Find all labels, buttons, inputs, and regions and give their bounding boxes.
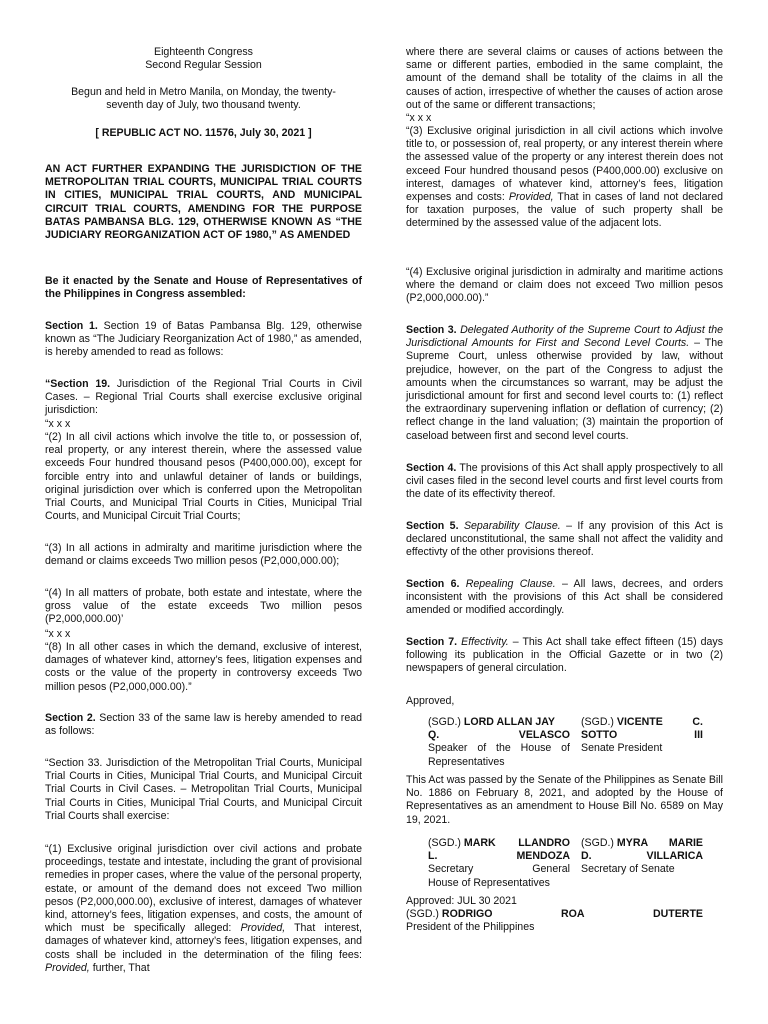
section-19-text: Jurisdiction of the Regional Trial Courts in Civil Cases. – Regional Trial Courts shall exercise exclusive original jurisdiction:	[45, 378, 363, 417]
section-33-item-1: “(1) Exclusive original jurisdiction over civil actions and probate proceedings, testate and intestate, including the grant of provisional remedies in proper cases, where the value of the personal property, estate, or amount of the demand does not exceed Two million pesos (P2,000,000.00), exclusive of interest, damages of whatever kind, attorney’s fees, litigation expenses, and costs, the amount of which must be specifically alleged: Provided, That interest, damages of whatever kind, attorney’s fees, litigation expenses, and costs shall be included in the determination of the filing fees: Provided, further, That	[45, 843, 363, 974]
enacting-clause: Be it enacted by the Senate and House of Representatives of the Philippines in Congress assembled:	[45, 275, 362, 301]
section-6-heading: Section 6.	[406, 578, 460, 590]
section-19-item-4: “(4) In all matters of probate, both estate and intestate, where the gross value of the estate exceeds Two million pesos (P2,000,000.00)’	[45, 587, 362, 626]
section-3: Section 3. Delegated Authority of the Supreme Court to Adjust the Jurisdictional Amounts for First and Second Level Courts. – The Supreme Court, unless otherwise provided by law, without prejudice, however, on the part of the Congress to adjust the amounts when the circumstances so warrant, may be adjust the jurisdictional amount for first and second level courts to: (1) reflect the extraordinary supervening inflation or deflation of currency; (2) reflect change in the land valuation; (3) maintain the proportion of caseload between first and second level courts.	[406, 324, 724, 442]
session-label: Second Regular Session	[145, 59, 262, 71]
house-secretary-signature: (SGD.) MARK LLANDRO L. MENDOZA Secretary General House of Representatives	[428, 837, 570, 889]
speaker-title: Speaker of the House of Representatives	[428, 742, 570, 768]
section-4-heading: Section 4.	[406, 462, 457, 474]
act-number: [ REPUBLIC ACT NO. 11576, July 30, 2021 ]	[95, 127, 312, 139]
begun-statement: Begun and held in Metro Manila, on Monday, the twenty-seventh day of July, two thousand twenty.	[71, 86, 336, 112]
section-7-heading: Section 7.	[406, 636, 458, 648]
section-1-heading: Section 1.	[45, 320, 98, 332]
section-2-text: Section 33 of the same law is hereby amended to read as follows:	[45, 712, 362, 738]
section-5-heading: Section 5.	[406, 520, 459, 532]
omission-mark-3: “x x x	[406, 112, 432, 124]
president-signature: (SGD.) RODRIGO ROA DUTERTE President of the Philippines	[406, 908, 703, 934]
section-33: “Section 33. Jurisdiction of the Metropolitan Trial Courts, Municipal Trial Courts in Cities, Municipal Trial Courts, and Municipal Circuit Trial Courts in Civil Cases. – Metropolitan Trial Courts, Municipal Trial Courts in Cities, Municipal Trial Courts, and Municipal Circuit Trial Courts shall exercise:	[45, 757, 362, 822]
omission-mark-1: “x x x	[45, 418, 71, 430]
speaker-signature: (SGD.) LORD ALLAN JAY Q. VELASCO Speaker of the House of Representatives	[428, 716, 570, 768]
section-6: Section 6. Repealing Clause. – All laws, decrees, and orders inconsistent with the provisions of this Act shall be considered amended or modified accordingly.	[406, 578, 723, 617]
senate-president-title: Senate President	[581, 742, 663, 755]
section-1-text: Section 19 of Batas Pambansa Blg. 129, otherwise known as “The Judiciary Reorganization Act of 1980,” as amended, is hereby amended to read as follows:	[45, 320, 362, 359]
senate-secretary-signature: (SGD.) MYRA MARIE D. VILLARICA Secretary of Senate	[581, 837, 703, 876]
president-title: President of the Philippines	[406, 921, 535, 934]
section-19	[45, 378, 362, 418]
senate-president-signature: (SGD.) VICENTE C. SOTTO III Senate President	[581, 716, 703, 755]
section-19-item-3: “(3) In all actions in admiralty and maritime jurisdiction where the demand or claims exceeds Two million pesos (P2,000,000.00);	[45, 542, 362, 568]
passage-statement: This Act was passed by the Senate of the Philippines as Senate Bill No. 1886 on February 8, 2021, and adopted by the House of Representatives as an amendment to House Bill No. 6589 on May 19, 2021.	[406, 774, 723, 826]
section-2-heading: Section 2.	[45, 712, 96, 724]
section-19-item-2: “(2) In all civil actions which involve the title to, or possession of, real property, or any interest therein, where the assessed value exceeds Four hundred thousand pesos (P400,000.00), except for forcible entry into and unlawful detainer of lands or buildings, original jurisdiction over which is conferred upon the Metropolitan Trial Courts, and Municipal Trial Courts in Cities, Municipal Trial Courts, and Municipal Circuit Trial Courts;	[45, 431, 362, 523]
section-19-heading: “Section 19.	[45, 378, 111, 390]
section-33-item-4: “(4) Exclusive original jurisdiction in admiralty and maritime actions where the demand or claim does not exceed Two million pesos (P2,000,000.00).”	[406, 266, 723, 305]
omission-mark-2: “x x x	[45, 628, 71, 640]
section-2	[45, 712, 362, 738]
senate-secretary-title: Secretary of Senate	[581, 863, 675, 876]
section-19-item-8: “(8) In all other cases in which the demand, exclusive of interest, damages of whatever kind, attorney’s fees, litigation expenses and costs or the value of the property in controversy exceeds Two million pesos (P2,000,000.00).”	[45, 641, 362, 693]
approved-date: Approved: JUL 30 2021	[406, 895, 517, 907]
section-5: Section 5. Separability Clause. – If any provision of this Act is declared unconstitutional, the same shall not affect the validity and effectivty of the other provisions thereof.	[406, 520, 723, 559]
section-3-heading: Section 3.	[406, 324, 457, 336]
congress-label: Eighteenth Congress	[154, 46, 253, 58]
section-33-continued: where there are several claims or causes of actions between the same or different parties, embodied in the same complaint, the amount of the demand shall be totality of the claims in all the causes of action, irrespective of whether the causes of action arose out of the same or different transactions;	[406, 46, 723, 111]
section-1	[45, 320, 362, 360]
section-7: Section 7. Effectivity. – This Act shall take effect fifteen (15) days following its publication in the Official Gazette or in two (2) newspapers of general circulation.	[406, 636, 724, 675]
approved-label: Approved,	[406, 695, 455, 707]
section-33-item-3: “(3) Exclusive original jurisdiction in all civil actions which involve title to, or possession of, real property, or any interest therein where the assessed value of the property or any interest therein does not exceed Four hundred thousand pesos (P400,000.00) exclusive on interest, damages of whatever kind, attorney’s fees, litigation expenses and costs: Provided, That in cases of land not declared for taxation purposes, the value of such property shall be determined by the assessed value of the adjacent lots.	[406, 125, 723, 230]
section-4: Section 4. The provisions of this Act shall apply prospectively to all civil cases filed in the second level courts and first level courts from the date of its effectivity thereof.	[406, 462, 724, 501]
act-title: AN ACT FURTHER EXPANDING THE JURISDICTION OF THE METROPOLITAN TRIAL COURTS, MUNICIPAL TRIAL COURTS IN CITIES, MUNICIPAL TRIAL COURTS, AND MUNICIPAL CIRCUIT TRIAL COURTS, AMENDING FOR THE PURPOSE BATAS PAMBANSA BLG. 129, OTHERWISE KNOWN AS “THE JUDICIARY REORGANIZATION ACT OF 1980,” AS AMENDED	[45, 163, 362, 242]
